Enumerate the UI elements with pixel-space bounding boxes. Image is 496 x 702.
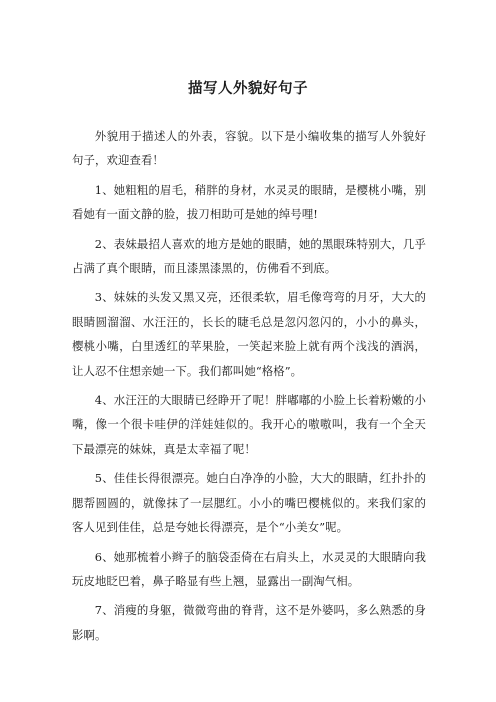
- paragraph-6: 6、她那梳着小辫子的脑袋歪倚在右肩头上，水灵灵的大眼睛向我玩皮地眨巴着，鼻子略显有些上翘，显露出一副淘气相。: [72, 549, 426, 588]
- paragraph-1: 1、她粗粗的眉毛，稍胖的身材，水灵灵的眼睛，是樱桃小嘴，别看她有一面文静的脸，拔刀相助可是她的绰号哩!: [72, 182, 426, 222]
- paragraph-7: 7、消瘦的身躯，微微弯曲的脊背，这不是外婆吗，多么熟悉的身影啊。: [72, 603, 426, 642]
- paragraph-5: 5、佳佳长得很漂亮。她白白净净的小脸，大大的眼睛，红扑扑的腮帮圆圆的，就像抹了一层腮红。小小的嘴巴樱桃似的。来我们家的客人见到佳佳，总是夸她长得漂亮，是个“小美女”呢。: [72, 471, 426, 535]
- paragraph-3: 3、妹妹的头发又黑又亮，还很柔软，眉毛像弯弯的月牙，大大的眼睛圆溜溜、水汪汪的，长长的睫毛总是忽闪忽闪的，小小的鼻头，樱桃小嘴，白里透红的苹果脸，一笑起来脸上就有两个浅浅的酒涡，让人忍不住想亲她一下。我们都叫她“格格”。: [72, 290, 426, 378]
- paragraph-intro: 外貌用于描述人的外表，容貌。以下是小编收集的描写人外貌好句子，欢迎查看！: [72, 129, 426, 168]
- paragraph-4: 4、水汪汪的大眼睛已经睁开了呢！胖嘟嘟的小脸上长着粉嫩的小嘴，像一个很卡哇伊的洋娃娃似的。我开心的嗷嗷叫，我有一个全天下最漂亮的妹妹，真是太幸福了呢！: [72, 393, 426, 456]
- document-body: [72, 124, 426, 652]
- document-title: 描写人外貌好句子: [188, 81, 308, 97]
- paragraph-2: 2、表妹最招人喜欢的地方是她的眼睛，她的黑眼珠特别大，几乎占满了真个眼睛，而且漆黑漆黑的，仿佛看不到底。: [72, 236, 426, 276]
